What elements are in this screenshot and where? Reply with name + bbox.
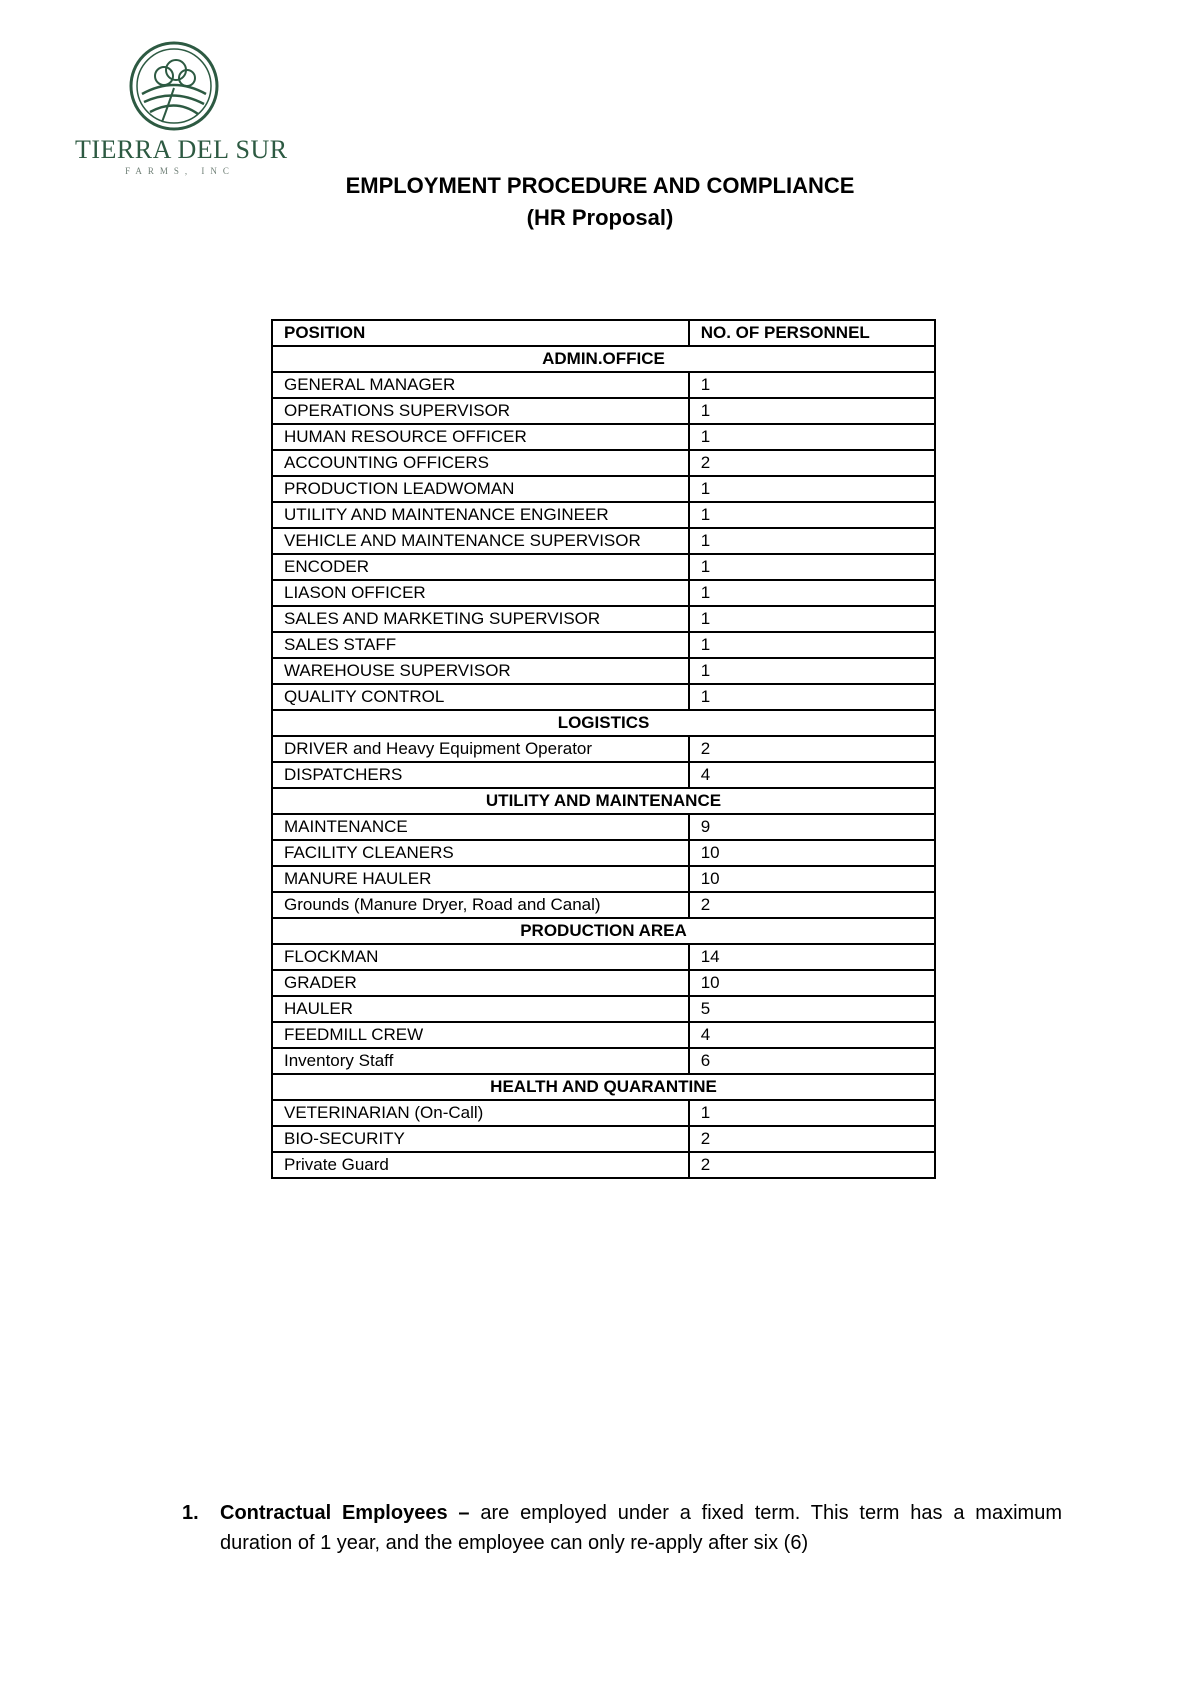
section-row (272, 710, 935, 736)
section-row (272, 1074, 935, 1100)
list-term: Contractual Employees (220, 1502, 448, 1524)
personnel-count-cell: 1 (689, 658, 935, 684)
personnel-count-cell: 1 (689, 528, 935, 554)
personnel-count-cell: 4 (689, 762, 935, 788)
personnel-count-cell: 2 (689, 1126, 935, 1152)
table-row (272, 580, 935, 606)
table-row (272, 736, 935, 762)
table-row (272, 762, 935, 788)
table-row (272, 970, 935, 996)
personnel-count-cell: 10 (689, 840, 935, 866)
position-cell: GENERAL MANAGER (272, 372, 689, 398)
personnel-count-cell: 1 (689, 372, 935, 398)
farm-emblem-icon (128, 40, 220, 132)
personnel-count-cell: 1 (689, 502, 935, 528)
section-row (272, 788, 935, 814)
position-cell: OPERATIONS SUPERVISOR (272, 398, 689, 424)
position-cell: MAINTENANCE (272, 814, 689, 840)
section-title: ADMIN.OFFICE (272, 346, 935, 372)
personnel-count-cell: 6 (689, 1048, 935, 1074)
personnel-count-cell: 1 (689, 580, 935, 606)
personnel-table (271, 319, 936, 1179)
position-cell: WAREHOUSE SUPERVISOR (272, 658, 689, 684)
table-row (272, 632, 935, 658)
table-row (272, 424, 935, 450)
personnel-count-cell: 9 (689, 814, 935, 840)
document-title: EMPLOYMENT PROCEDURE AND COMPLIANCE (345, 173, 855, 198)
position-cell: DISPATCHERS (272, 762, 689, 788)
personnel-count-cell: 2 (689, 736, 935, 762)
position-cell: FACILITY CLEANERS (272, 840, 689, 866)
table-row (272, 398, 935, 424)
position-cell: ENCODER (272, 554, 689, 580)
position-cell: Grounds (Manure Dryer, Road and Canal) (272, 892, 689, 918)
personnel-count-cell: 10 (689, 866, 935, 892)
table-row (272, 1048, 935, 1074)
header-personnel-count: NO. OF PERSONNEL (689, 320, 935, 346)
table-row (272, 996, 935, 1022)
position-cell: PRODUCTION LEADWOMAN (272, 476, 689, 502)
table-row (272, 1126, 935, 1152)
personnel-count-cell: 1 (689, 554, 935, 580)
section-title: LOGISTICS (272, 710, 935, 736)
table-row (272, 554, 935, 580)
list-dash: – (447, 1502, 481, 1524)
personnel-count-cell: 2 (689, 1152, 935, 1178)
position-cell: QUALITY CONTROL (272, 684, 689, 710)
section-row (272, 346, 935, 372)
header-position: POSITION (272, 320, 689, 346)
table-row (272, 944, 935, 970)
personnel-count-cell: 1 (689, 476, 935, 502)
list-number: 1. (182, 1502, 199, 1524)
table-row (272, 1152, 935, 1178)
position-cell: Private Guard (272, 1152, 689, 1178)
personnel-count-cell: 1 (689, 632, 935, 658)
personnel-count-cell: 4 (689, 1022, 935, 1048)
position-cell: FEEDMILL CREW (272, 1022, 689, 1048)
table-row (272, 840, 935, 866)
position-cell: LIASON OFFICER (272, 580, 689, 606)
personnel-count-cell: 1 (689, 684, 935, 710)
company-name-logotype: TIERRA DEL SUR (75, 135, 288, 164)
table-row (272, 1022, 935, 1048)
table-header-row (272, 320, 935, 346)
position-cell: SALES AND MARKETING SUPERVISOR (272, 606, 689, 632)
personnel-count-cell: 14 (689, 944, 935, 970)
table-row (272, 684, 935, 710)
table-row (272, 528, 935, 554)
position-cell: DRIVER and Heavy Equipment Operator (272, 736, 689, 762)
personnel-count-cell: 1 (689, 424, 935, 450)
section-row (272, 918, 935, 944)
position-cell: FLOCKMAN (272, 944, 689, 970)
personnel-count-cell: 10 (689, 970, 935, 996)
document-subtitle: (HR Proposal) (526, 205, 674, 230)
table-row (272, 866, 935, 892)
section-title: UTILITY AND MAINTENANCE (272, 788, 935, 814)
position-cell: Inventory Staff (272, 1048, 689, 1074)
position-cell: UTILITY AND MAINTENANCE ENGINEER (272, 502, 689, 528)
table-row (272, 606, 935, 632)
company-subtitle-logotype: FARMS, INC (125, 166, 235, 176)
position-cell: HAULER (272, 996, 689, 1022)
company-logo (75, 40, 288, 180)
section-title: PRODUCTION AREA (272, 918, 935, 944)
personnel-count-cell: 1 (689, 398, 935, 424)
table-row (272, 372, 935, 398)
personnel-count-cell: 1 (689, 606, 935, 632)
position-cell: BIO-SECURITY (272, 1126, 689, 1152)
table-row (272, 502, 935, 528)
table-row (272, 814, 935, 840)
position-cell: SALES STAFF (272, 632, 689, 658)
position-cell: VETERINARIAN (On-Call) (272, 1100, 689, 1126)
list-item-contractual-employees (182, 1498, 1062, 1558)
position-cell: VEHICLE AND MAINTENANCE SUPERVISOR (272, 528, 689, 554)
table-row (272, 1100, 935, 1126)
list-text (220, 1498, 1062, 1558)
personnel-count-cell: 1 (689, 1100, 935, 1126)
table-row (272, 450, 935, 476)
personnel-count-cell: 5 (689, 996, 935, 1022)
table-row (272, 476, 935, 502)
position-cell: ACCOUNTING OFFICERS (272, 450, 689, 476)
table-row (272, 658, 935, 684)
position-cell: GRADER (272, 970, 689, 996)
position-cell: HUMAN RESOURCE OFFICER (272, 424, 689, 450)
section-title: HEALTH AND QUARANTINE (272, 1074, 935, 1100)
list-description: are employed under a fixed term. This term has a maximum duration of 1 year, and the employee can only re-apply after six (6) (220, 1502, 1062, 1554)
table-row (272, 892, 935, 918)
personnel-count-cell: 2 (689, 450, 935, 476)
personnel-count-cell: 2 (689, 892, 935, 918)
position-cell: MANURE HAULER (272, 866, 689, 892)
